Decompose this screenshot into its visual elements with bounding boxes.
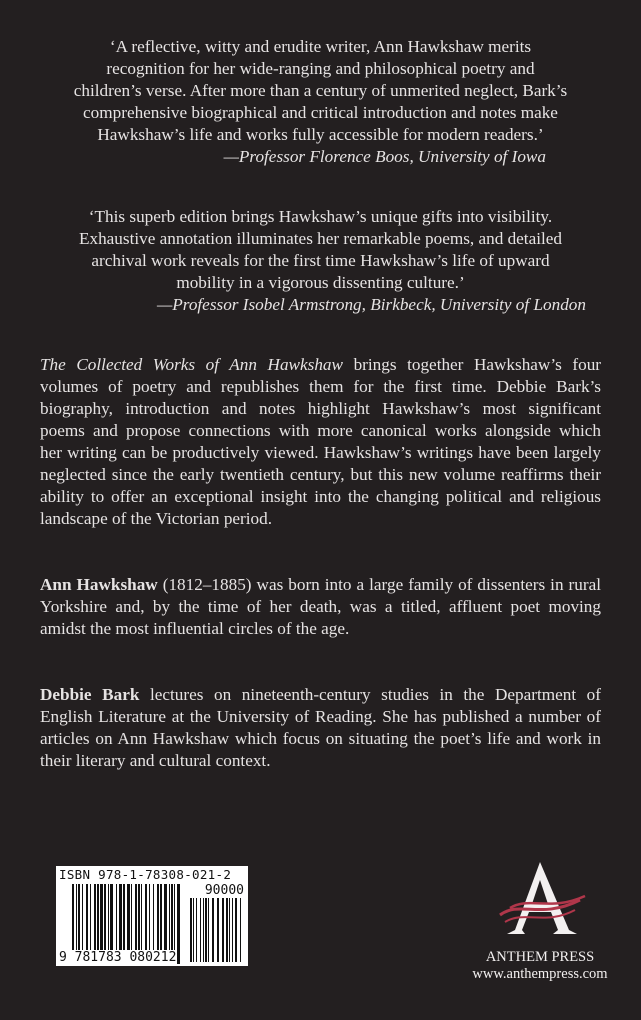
text-line: English Literature at the University of Reading. She has published a number of	[40, 707, 601, 726]
barcode-bar	[217, 898, 219, 962]
publisher-url: www.anthempress.com	[472, 966, 608, 982]
quote-line: Hawkshaw’s life and works fully accessible for modern readers.’	[97, 125, 544, 144]
quote-boos	[40, 36, 601, 168]
text-line: landscape of the Victorian period.	[40, 509, 273, 528]
book-title: The Collected Works of Ann Hawkshaw	[40, 355, 343, 374]
barcode-bar	[208, 898, 209, 962]
barcode-bar	[203, 898, 204, 962]
text-line: poems and propose connections with more canonical works alongside which	[40, 421, 601, 440]
quote-attribution: —Professor Isobel Armstrong, Birkbeck, University of London	[156, 295, 586, 314]
quote-line: ‘This superb edition brings Hawkshaw’s unique gifts into visibility.	[88, 207, 553, 226]
barcode-bar	[212, 898, 214, 962]
text-line: biography, introduction and notes highlight Hawkshaw’s most significant	[40, 399, 601, 418]
text-line: Yorkshire and, by the time of her death, was a titled, affluent poet moving	[40, 597, 601, 616]
anthem-a-icon	[485, 860, 595, 942]
quote-attribution: —Professor Florence Boos, University of Iowa	[223, 147, 546, 166]
quote-line: ‘A reflective, witty and erudite writer, Ann Hawkshaw merits	[109, 37, 532, 56]
text-line: neglected since the early twentieth century, but this new volume reaffirms their	[40, 465, 601, 484]
editor-name: Debbie Bark	[40, 685, 140, 704]
quote-line: Exhaustive annotation illuminates her remarkable poems, and detailed	[78, 229, 562, 248]
isbn-text: ISBN 978-1-78308-021-2	[59, 867, 232, 882]
publisher-name: ANTHEM PRESS	[485, 949, 595, 965]
barcode-bar	[240, 898, 241, 962]
barcode-bar	[190, 898, 192, 962]
barcode-bar	[226, 898, 228, 962]
text-line: lectures on nineteenth-century studies in the Department of	[139, 685, 601, 704]
barcode-bar	[196, 898, 197, 962]
text-line: volumes of poetry and republishes them for the first time. Debbie Bark’s	[40, 377, 601, 396]
barcode-digits: 9 781783 080212	[59, 950, 177, 965]
barcode-bar	[235, 898, 237, 962]
editor-bio	[40, 684, 601, 772]
barcode-bar	[222, 898, 224, 962]
quote-line: children’s verse. After more than a century of unmerited neglect, Bark’s	[73, 81, 568, 100]
barcode-bar	[205, 898, 207, 962]
text-line: brings together Hawkshaw’s four	[343, 355, 602, 374]
quote-line: comprehensive biographical and critical introduction and notes make	[83, 103, 558, 122]
quote-line: mobility in a vigorous dissenting culture.’	[176, 273, 465, 292]
text-line: her writing can be productively viewed. Hawkshaw’s writings have been largely	[40, 443, 601, 462]
barcode-bar	[200, 898, 201, 962]
isbn-barcode	[56, 866, 248, 966]
price-addon: 90000	[204, 883, 244, 898]
barcode-bar	[229, 898, 230, 962]
author-name: Ann Hawkshaw	[40, 575, 158, 594]
text-line: (1812–1885) was born into a large family of dissenters in rural	[157, 575, 602, 594]
barcode-bar	[193, 898, 194, 962]
barcode-bar	[177, 884, 180, 964]
publisher-logo	[455, 860, 625, 983]
text-line: ability to offer an exceptional insight into the changing political and religious	[40, 487, 601, 506]
text-line: articles on Ann Hawkshaw which focus on situating the poet’s life and work in	[40, 729, 601, 748]
quote-line: recognition for her wide-ranging and philosophical poetry and	[106, 59, 535, 78]
quote-line: archival work reveals for the first time Hawkshaw’s life of upward	[91, 251, 550, 270]
barcode-bar	[232, 898, 233, 962]
author-bio	[40, 574, 601, 640]
book-description	[40, 354, 601, 530]
quote-armstrong	[40, 206, 601, 316]
text-line: amidst the most influential circles of the age.	[40, 619, 350, 638]
text-line: their literary and cultural context.	[40, 751, 271, 770]
